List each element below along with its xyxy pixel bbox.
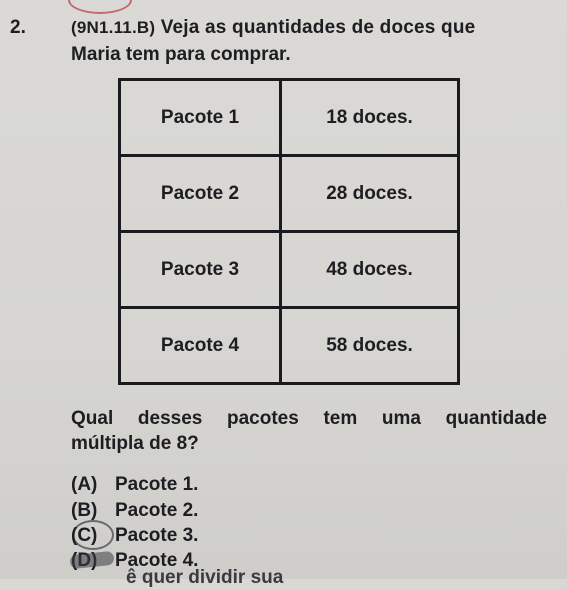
red-pen-mark [68, 0, 132, 14]
packages-table [118, 78, 460, 385]
package-quantity: 58 doces. [281, 308, 459, 384]
package-label: Pacote 4 [120, 308, 281, 384]
option-text: Pacote 3. [115, 525, 199, 546]
prompt-line1: Qual desses pacotes tem uma quantidade [71, 408, 547, 429]
prompt-line2: múltipla de 8? [71, 433, 199, 454]
option-letter: (B) [71, 500, 98, 521]
package-quantity: 28 doces. [281, 156, 459, 232]
question-text-line2: Maria tem para comprar. [71, 44, 291, 65]
package-label: Pacote 1 [120, 80, 281, 156]
option-text: Pacote 1. [115, 474, 199, 495]
next-question-fragment: ê quer dividir sua [126, 567, 284, 588]
option-c[interactable] [71, 525, 198, 547]
option-letter: (A) [71, 474, 98, 495]
question-number: 2. [10, 17, 26, 38]
option-text: Pacote 2. [115, 500, 199, 521]
package-quantity: 48 doces. [281, 232, 459, 308]
option-text: Pacote 4. [115, 550, 199, 571]
question-text-line1 [71, 17, 475, 39]
package-label: Pacote 3 [120, 232, 281, 308]
package-label: Pacote 2 [120, 156, 281, 232]
table-row [120, 80, 459, 156]
table-row [120, 232, 459, 308]
option-a[interactable] [71, 474, 198, 496]
question-code: (9N1.11.B) [71, 18, 156, 37]
package-quantity: 18 doces. [281, 80, 459, 156]
question-text: Veja as quantidades de doces que [160, 17, 476, 38]
table-row [120, 156, 459, 232]
option-letter: (C) [71, 525, 98, 546]
option-b[interactable] [71, 500, 198, 522]
table-row [120, 308, 459, 384]
